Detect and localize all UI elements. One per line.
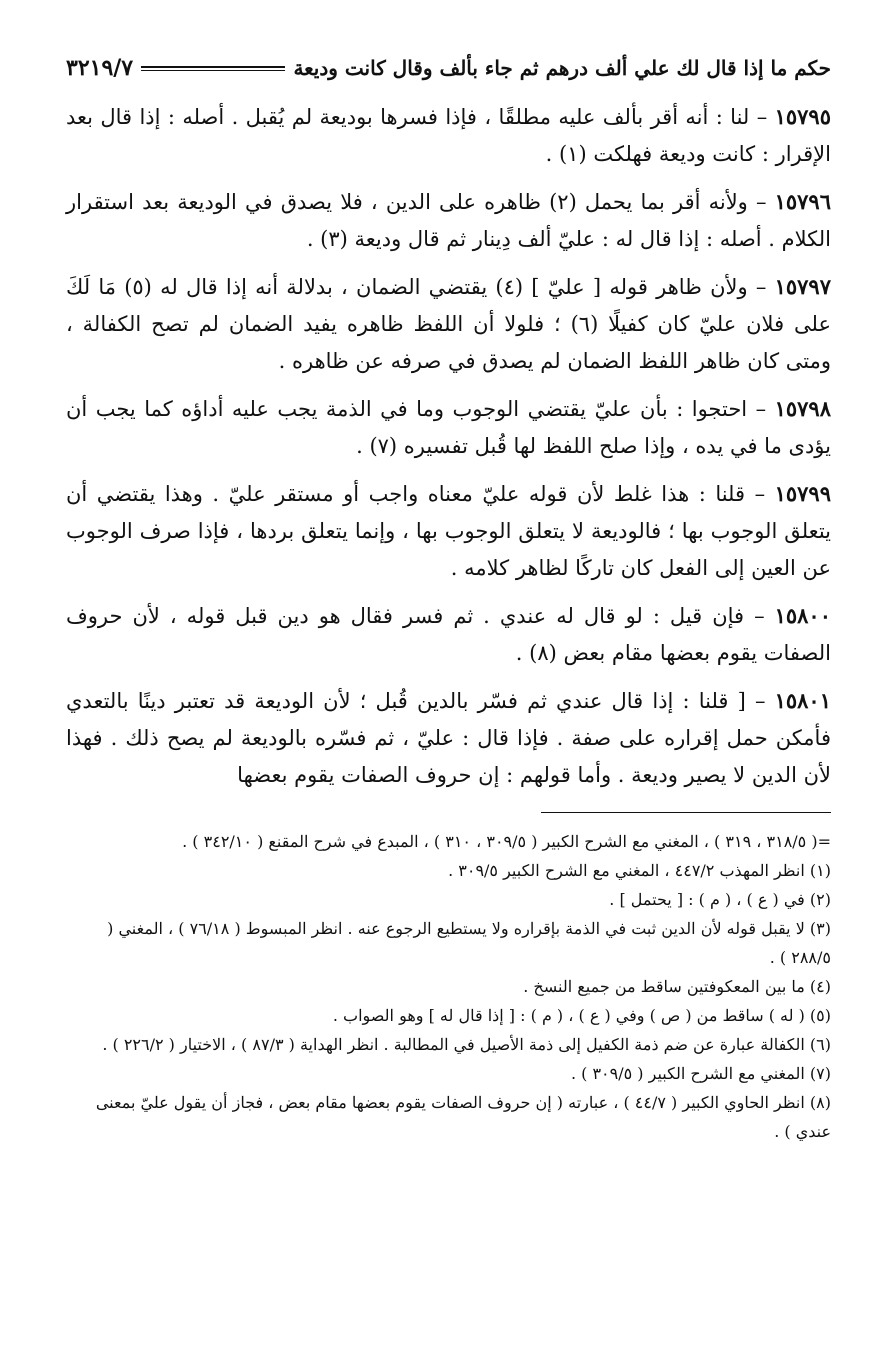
paragraph-text: – ولأنه أقر بما يحمل (٢) ظاهره على الدين ، فلا يصدق في الوديعة بعد استقرار الكلام . أصله : إذا قال له : عليّ ألف دِينار ثم قال وديعة (٣) . [66,190,831,251]
paragraph-number: ١٥٧٩٧ [774,274,831,299]
paragraph-text: – لنا : أنه أقر بألف عليه مطلقًا ، فإذا فسرها بوديعة لم يُقبل . أصله : إذا قال بعد الإقرار : كانت وديعة فهلكت (١) . [66,105,831,166]
footnote: (٣) لا يقبل قوله لأن الدين ثبت في الذمة بإقراره ولا يستطيع الرجوع عنه . انظر المبسوط ( ٧٦/١٨ ) ، المغني ( ٢٨٨/٥ ) . [107,919,831,967]
header-title: حكم ما إذا قال لك علي ألف درهم ثم جاء بألف وقال كانت وديعة [293,56,831,80]
paragraph-number: ١٥٧٩٥ [774,104,831,129]
paragraph-number: ١٥٧٩٨ [774,396,831,421]
paragraph [66,682,831,794]
paragraph [66,475,831,587]
paragraph-number: ١٥٨٠١ [774,688,831,713]
main-text [66,98,831,794]
paragraph-number: ١٥٧٩٦ [774,189,831,214]
footnote: (٨) انظر الحاوي الكبير ( ٤٤/٧ ) ، عبارته ( إن حروف الصفات يقوم بعضها مقام بعض ، فجاز أن يقول عليّ بمعنى عندي ) . [95,1093,831,1141]
footnote: (٥) ( له ) ساقط من ( ص ) وفي ( ع ) ، ( م ) : [ إذا قال له ] وهو الصواب . [332,1006,831,1025]
paragraph-text: – قلنا : هذا غلط لأن قوله عليّ معناه واجب أو مستقر عليّ . وهذا يقتضي أن يتعلق الوجوب بها ؛ فالوديعة لا يتعلق الوجوب بها ، وإنما يتعلق بردها ، فإذا صرف الوجوب عن العين إلى الفعل كان تاركًا لظاهر كلامه . [66,482,831,580]
footnote: (٢) في ( ع ) ، ( م ) : [ يحتمل ] . [609,890,831,909]
paragraph [66,98,831,173]
paragraph [66,183,831,258]
footnotes [66,827,831,1146]
paragraph [66,597,831,672]
running-header [66,52,831,84]
paragraph-text: – ولأن ظاهر قوله [ عليّ ] (٤) يقتضي الضمان ، بدلالة أنه إذا قال له (٥) مَا لَكَ على فلان عليّ كان كفيلًا (٦) ؛ فلولا أن اللفظ ظاهره يفيد الضمان لم تصح الكفالة ، ومتى كان ظاهر اللفظ الضمان لم يصدق في صرفه عن ظاهره . [66,275,831,373]
footnote-separator [541,812,831,813]
footnote: =( ٣١٨/٥ ، ٣١٩ ) ، المغني مع الشرح الكبير ( ٣٠٩/٥ ، ٣١٠ ) ، المبدع في شرح المقنع ( ٣٤٢/١٠ ) . [182,832,831,851]
footnote: (١) انظر المهذب ٤٤٧/٢ ، المغني مع الشرح الكبير ٣٠٩/٥ . [448,861,831,880]
paragraph-text: – احتجوا : بأن عليّ يقتضي الوجوب وما في الذمة يجب عليه أداؤه كما يجب أن يؤدى ما في يده ، وإذا صلح اللفظ لها قُبل تفسيره (٧) . [66,397,831,458]
paragraph-number: ١٥٨٠٠ [774,603,831,628]
paragraph-text: – [ قلنا : إذا قال عندي ثم فسّر بالدين قُبل ؛ لأن الوديعة قد تعتبر دينًا بالتعدي فأمكن حمل إقراره على صفة . فإذا قال : عليّ ، ثم فسّره بالوديعة لم يصح ذلك . فهذا لأن الدين لا يصير وديعة . وأما قولهم : إن حروف الصفات يقوم بعضها [66,689,831,787]
page-number: ٣٢١٩/٧ [66,55,134,81]
paragraph [66,390,831,465]
paragraph [66,268,831,380]
paragraph-text: – فإن قيل : لو قال له عندي . ثم فسر فقال هو دين قبل قوله ، لأن حروف الصفات يقوم بعضها مقام بعض (٨) . [66,604,831,665]
footnote: (٦) الكفالة عبارة عن ضم ذمة الكفيل إلى ذمة الأصيل في المطالبة . انظر الهداية ( ٨٧/٣ ) ، الاختيار ( ٢٢٦/٢ ) . [102,1035,831,1054]
header-rule [141,66,285,71]
paragraph-number: ١٥٧٩٩ [774,481,831,506]
footnote: (٤) ما بين المعكوفتين ساقط من جميع النسخ . [523,977,831,996]
footnote: (٧) المغني مع الشرح الكبير ( ٣٠٩/٥ ) . [570,1064,831,1083]
